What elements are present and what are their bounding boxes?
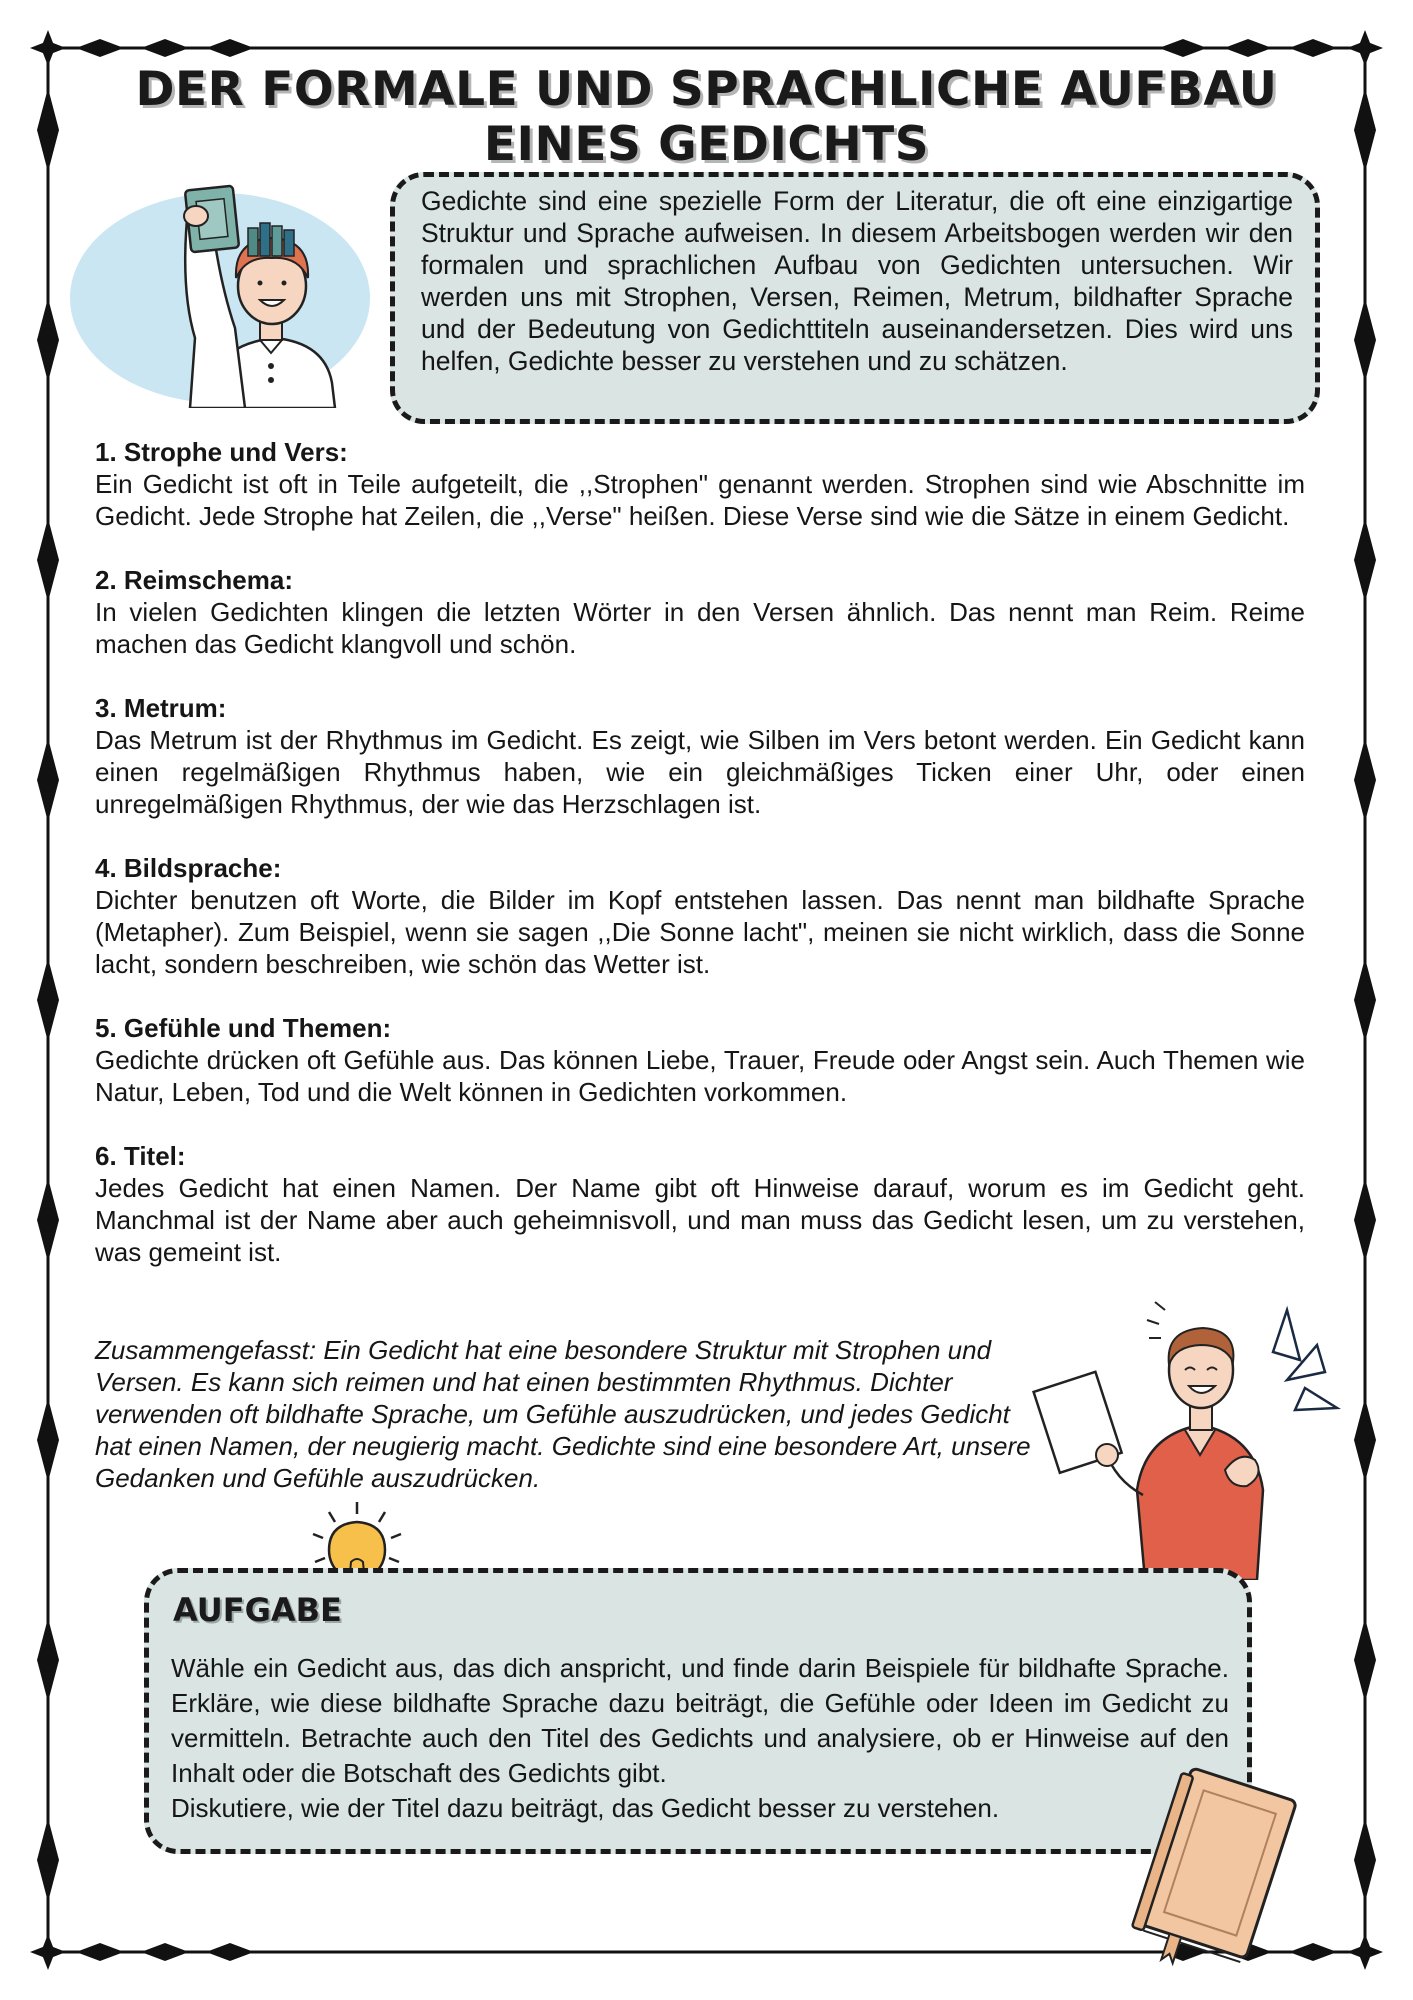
section-metrum	[95, 692, 1305, 820]
intro-box	[390, 172, 1320, 424]
section-title: 6. Titel:	[95, 1141, 186, 1171]
border-diamond	[206, 1943, 254, 1961]
section-body: Gedichte drücken oft Gefühle aus. Das können Liebe, Trauer, Freude oder Angst sein. Auch Themen wie Natur, Leben, Tod und die Welt können in Gedichten vorkommen.	[95, 1045, 1305, 1107]
section-titel	[95, 1140, 1305, 1268]
section-reimschema	[95, 564, 1305, 660]
border-diamond	[37, 1818, 59, 1902]
border-diamond	[1354, 1818, 1376, 1902]
border-diamond	[76, 39, 124, 57]
border-diamond	[37, 518, 59, 602]
border-diamond	[1224, 39, 1272, 57]
section-body: Dichter benutzen oft Worte, die Bilder im Kopf entstehen lassen. Das nennt man bildhafte Sprache (Metapher). Zum Beispiel, wenn sie sagen ,,Die Sonne lacht", meinen sie nicht wirklich, dass die Sonne lacht, sondern beschreiben, wie schön das Wetter ist.	[95, 885, 1305, 979]
border-diamond	[1354, 518, 1376, 602]
page-title: DER FORMALE UND SPRACHLICHE AUFBAU EINES GEDICHTS	[135, 62, 1278, 172]
section-title: 1. Strophe und Vers:	[95, 437, 348, 467]
border-diamond	[1354, 1178, 1376, 1262]
border-diamond	[1354, 738, 1376, 822]
border-diamond	[76, 1943, 124, 1961]
border-diamond	[1289, 39, 1337, 57]
book-icon	[1130, 1760, 1300, 1990]
border-diamond	[1354, 88, 1376, 172]
intro-text: Gedichte sind eine spezielle Form der Literatur, die oft eine einzigartige Struktur und Sprache aufweisen. In diesem Arbeitsbogen werden wir den formalen und sprachlichen Aufbau von Gedichten untersuchen. Wir werden uns mit Strophen, Versen, Reimen, Metrum, bildhafter Sprache und der Bedeutung von Gedichttiteln auseinandersetzen. Dies wird uns helfen, Gedichte besser zu verstehen und zu schätzen.	[421, 186, 1293, 376]
border-diamond	[1354, 298, 1376, 382]
border-diamond	[1354, 1398, 1376, 1482]
section-title: 2. Reimschema:	[95, 565, 293, 595]
border-diamond	[37, 1398, 59, 1482]
task-title: AUFGABE	[173, 1591, 342, 1629]
border-diamond	[1159, 39, 1207, 57]
section-title: 3. Metrum:	[95, 693, 227, 723]
task-text: Wähle ein Gedicht aus, das dich anspricht, und finde darin Beispiele für bildhafte Sprache. Erkläre, wie diese bildhafte Sprache dazu beiträgt, die Gefühle oder Ideen im Gedicht zu vermitteln. Betrachte auch den Titel des Gedichts und analysiere, ob er Hinweise auf den Inhalt oder die Botschaft des Gedichts gibt. Diskutiere, wie der Titel dazu beiträgt, das Gedicht besser zu verstehen.	[171, 1653, 1229, 1823]
section-strophe-vers	[95, 436, 1305, 532]
border-diamond	[1354, 958, 1376, 1042]
border-diamond	[37, 738, 59, 822]
border-diamond	[37, 1178, 59, 1262]
student-with-book-illustration	[70, 168, 380, 408]
border-diamond	[141, 39, 189, 57]
border-diamond	[206, 39, 254, 57]
section-body: Das Metrum ist der Rhythmus im Gedicht. Es zeigt, wie Silben im Vers betont werden. Ein Gedicht kann einen regelmäßigen Rhythmus haben, wie ein gleichmäßiges Ticken einer Uhr, oder einen unregelmäßigen Rhythmus, der wie das Herzschlagen ist.	[95, 725, 1305, 819]
happy-reader-illustration	[1025, 1290, 1355, 1580]
section-body: In vielen Gedichten klingen die letzten Wörter in den Versen ähnlich. Das nennt man Reim. Reime machen das Gedicht klangvoll und schön.	[95, 597, 1305, 659]
section-title: 4. Bildsprache:	[95, 853, 282, 883]
section-body: Ein Gedicht ist oft in Teile aufgeteilt, die ,,Strophen" genannt werden. Strophen sind wie Abschnitte im Gedicht. Jede Strophe hat Zeilen, die ,,Verse" heißen. Diese Verse sind wie die Sätze in einem Gedicht.	[95, 469, 1305, 531]
border-diamond	[37, 298, 59, 382]
border-diamond	[1354, 1618, 1376, 1702]
border-diamond	[141, 1943, 189, 1961]
section-body: Jedes Gedicht hat einen Namen. Der Name gibt oft Hinweise darauf, worum es im Gedicht geht. Manchmal ist der Name aber auch geheimnisvoll, und man muss das Gedicht lesen, um zu verstehen, was gemeint ist.	[95, 1173, 1305, 1267]
border-diamond	[37, 1618, 59, 1702]
section-gefuehle-themen	[95, 1012, 1305, 1108]
section-bildsprache	[95, 852, 1305, 980]
sections-list	[95, 436, 1305, 1300]
border-diamond	[37, 88, 59, 172]
task-box	[144, 1568, 1252, 1854]
section-title: 5. Gefühle und Themen:	[95, 1013, 392, 1043]
border-diamond	[37, 958, 59, 1042]
summary-text: Zusammengefasst: Ein Gedicht hat eine besondere Struktur mit Strophen und Versen. Es kann sich reimen und hat einen bestimmten Rhythmus. Dichter verwenden oft bildhafte Sprache, um Gefühle auszudrücken, und jedes Gedicht hat einen Namen, der neugierig macht. Gedichte sind eine besondere Art, unsere Gedanken und Gefühle auszudrücken.	[95, 1335, 1031, 1493]
